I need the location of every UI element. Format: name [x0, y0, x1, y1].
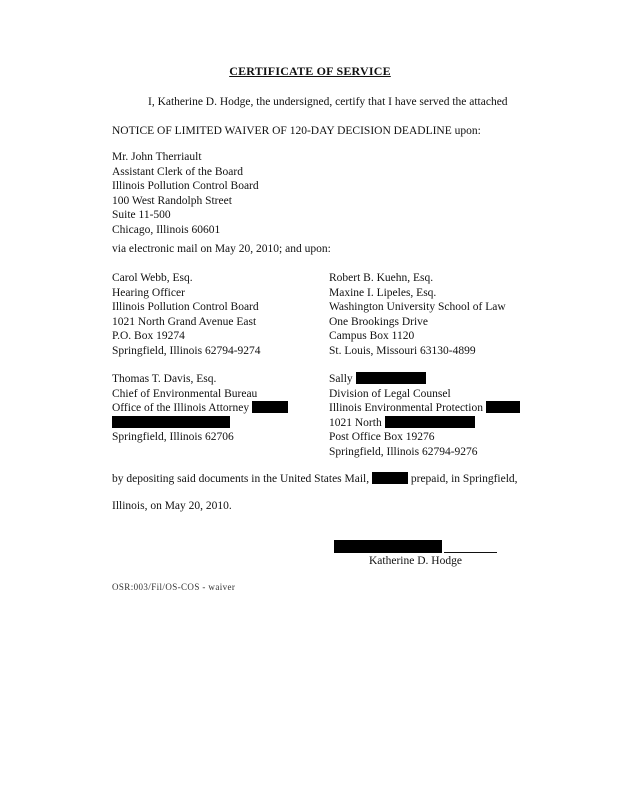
clerk-address-block	[112, 150, 259, 237]
address-line	[112, 416, 288, 431]
address-line: Thomas T. Davis, Esq.	[112, 373, 217, 385]
document-title: CERTIFICATE OF SERVICE	[229, 64, 391, 78]
law-school-address	[329, 271, 506, 358]
mailing-text: by depositing said documents in the United States Mail,	[112, 473, 370, 485]
redaction-box	[356, 372, 426, 384]
address-line	[112, 401, 288, 416]
clerk-address-line: Mr. John Therriault	[112, 151, 202, 163]
address-text: 1021 North	[329, 416, 382, 429]
address-line: Division of Legal Counsel	[329, 387, 451, 400]
address-text: Office of the Illinois Attorney	[112, 402, 250, 414]
mailing-statement	[112, 472, 518, 486]
address-line: Maxine I. Lipeles, Esq.	[329, 286, 437, 299]
address-line: Campus Box 1120	[329, 330, 415, 342]
address-line: Chief of Environmental Bureau	[112, 387, 258, 400]
intro-paragraph: I, Katherine D. Hodge, the undersigned, certify that I have served the attached	[148, 96, 508, 108]
address-line: Carol Webb, Esq.	[112, 272, 193, 284]
address-text: Illinois Environmental Protection	[329, 402, 483, 414]
clerk-address-line: Chicago, Illinois 60601	[112, 223, 221, 236]
attorney-general-address	[112, 372, 288, 445]
address-line: P.O. Box 19274	[112, 330, 185, 342]
address-line: Post Office Box 19276	[329, 431, 435, 443]
mailing-text: prepaid, in Springfield,	[410, 473, 518, 485]
hearing-officer-address	[112, 271, 261, 358]
iepa-address	[329, 372, 520, 459]
address-line: St. Louis, Missouri 63130-4899	[329, 344, 476, 357]
address-line	[329, 372, 520, 387]
address-line: Springfield, Illinois 62706	[112, 431, 234, 443]
redaction-box	[486, 401, 520, 413]
address-line: Robert B. Kuehn, Esq.	[329, 272, 434, 284]
address-line: One Brookings Drive	[329, 315, 429, 328]
redaction-box	[252, 401, 288, 413]
clerk-address-line: Illinois Pollution Control Board	[112, 180, 259, 192]
mailing-date-line: Illinois, on May 20, 2010.	[112, 500, 232, 512]
address-line: Springfield, Illinois 62794-9274	[112, 344, 261, 357]
address-line: Washington University School of Law	[329, 301, 506, 313]
signature-line	[444, 552, 497, 553]
clerk-address-line: 100 West Randolph Street	[112, 194, 232, 207]
address-line	[329, 401, 520, 416]
address-line: Illinois Pollution Control Board	[112, 301, 259, 313]
address-line: Springfield, Illinois 62794-9276	[329, 445, 478, 458]
address-line: Hearing Officer	[112, 286, 185, 299]
redaction-box	[112, 416, 230, 428]
address-text: Sally	[329, 373, 353, 385]
address-line: 1021 North Grand Avenue East	[112, 315, 257, 328]
signer-name: Katherine D. Hodge	[369, 555, 462, 567]
footer-document-code: OSR:003/Fil/OS-COS - waiver	[112, 582, 236, 592]
service-method-line: via electronic mail on May 20, 2010; and upon:	[112, 243, 331, 255]
clerk-address-line: Assistant Clerk of the Board	[112, 165, 243, 178]
address-line	[329, 416, 520, 431]
clerk-address-line: Suite 11-500	[112, 209, 171, 221]
served-document-line: NOTICE OF LIMITED WAIVER OF 120-DAY DECISION DEADLINE upon:	[112, 125, 481, 137]
signature-redaction	[334, 540, 442, 553]
redaction-box	[385, 416, 475, 428]
redaction-box	[372, 472, 408, 484]
